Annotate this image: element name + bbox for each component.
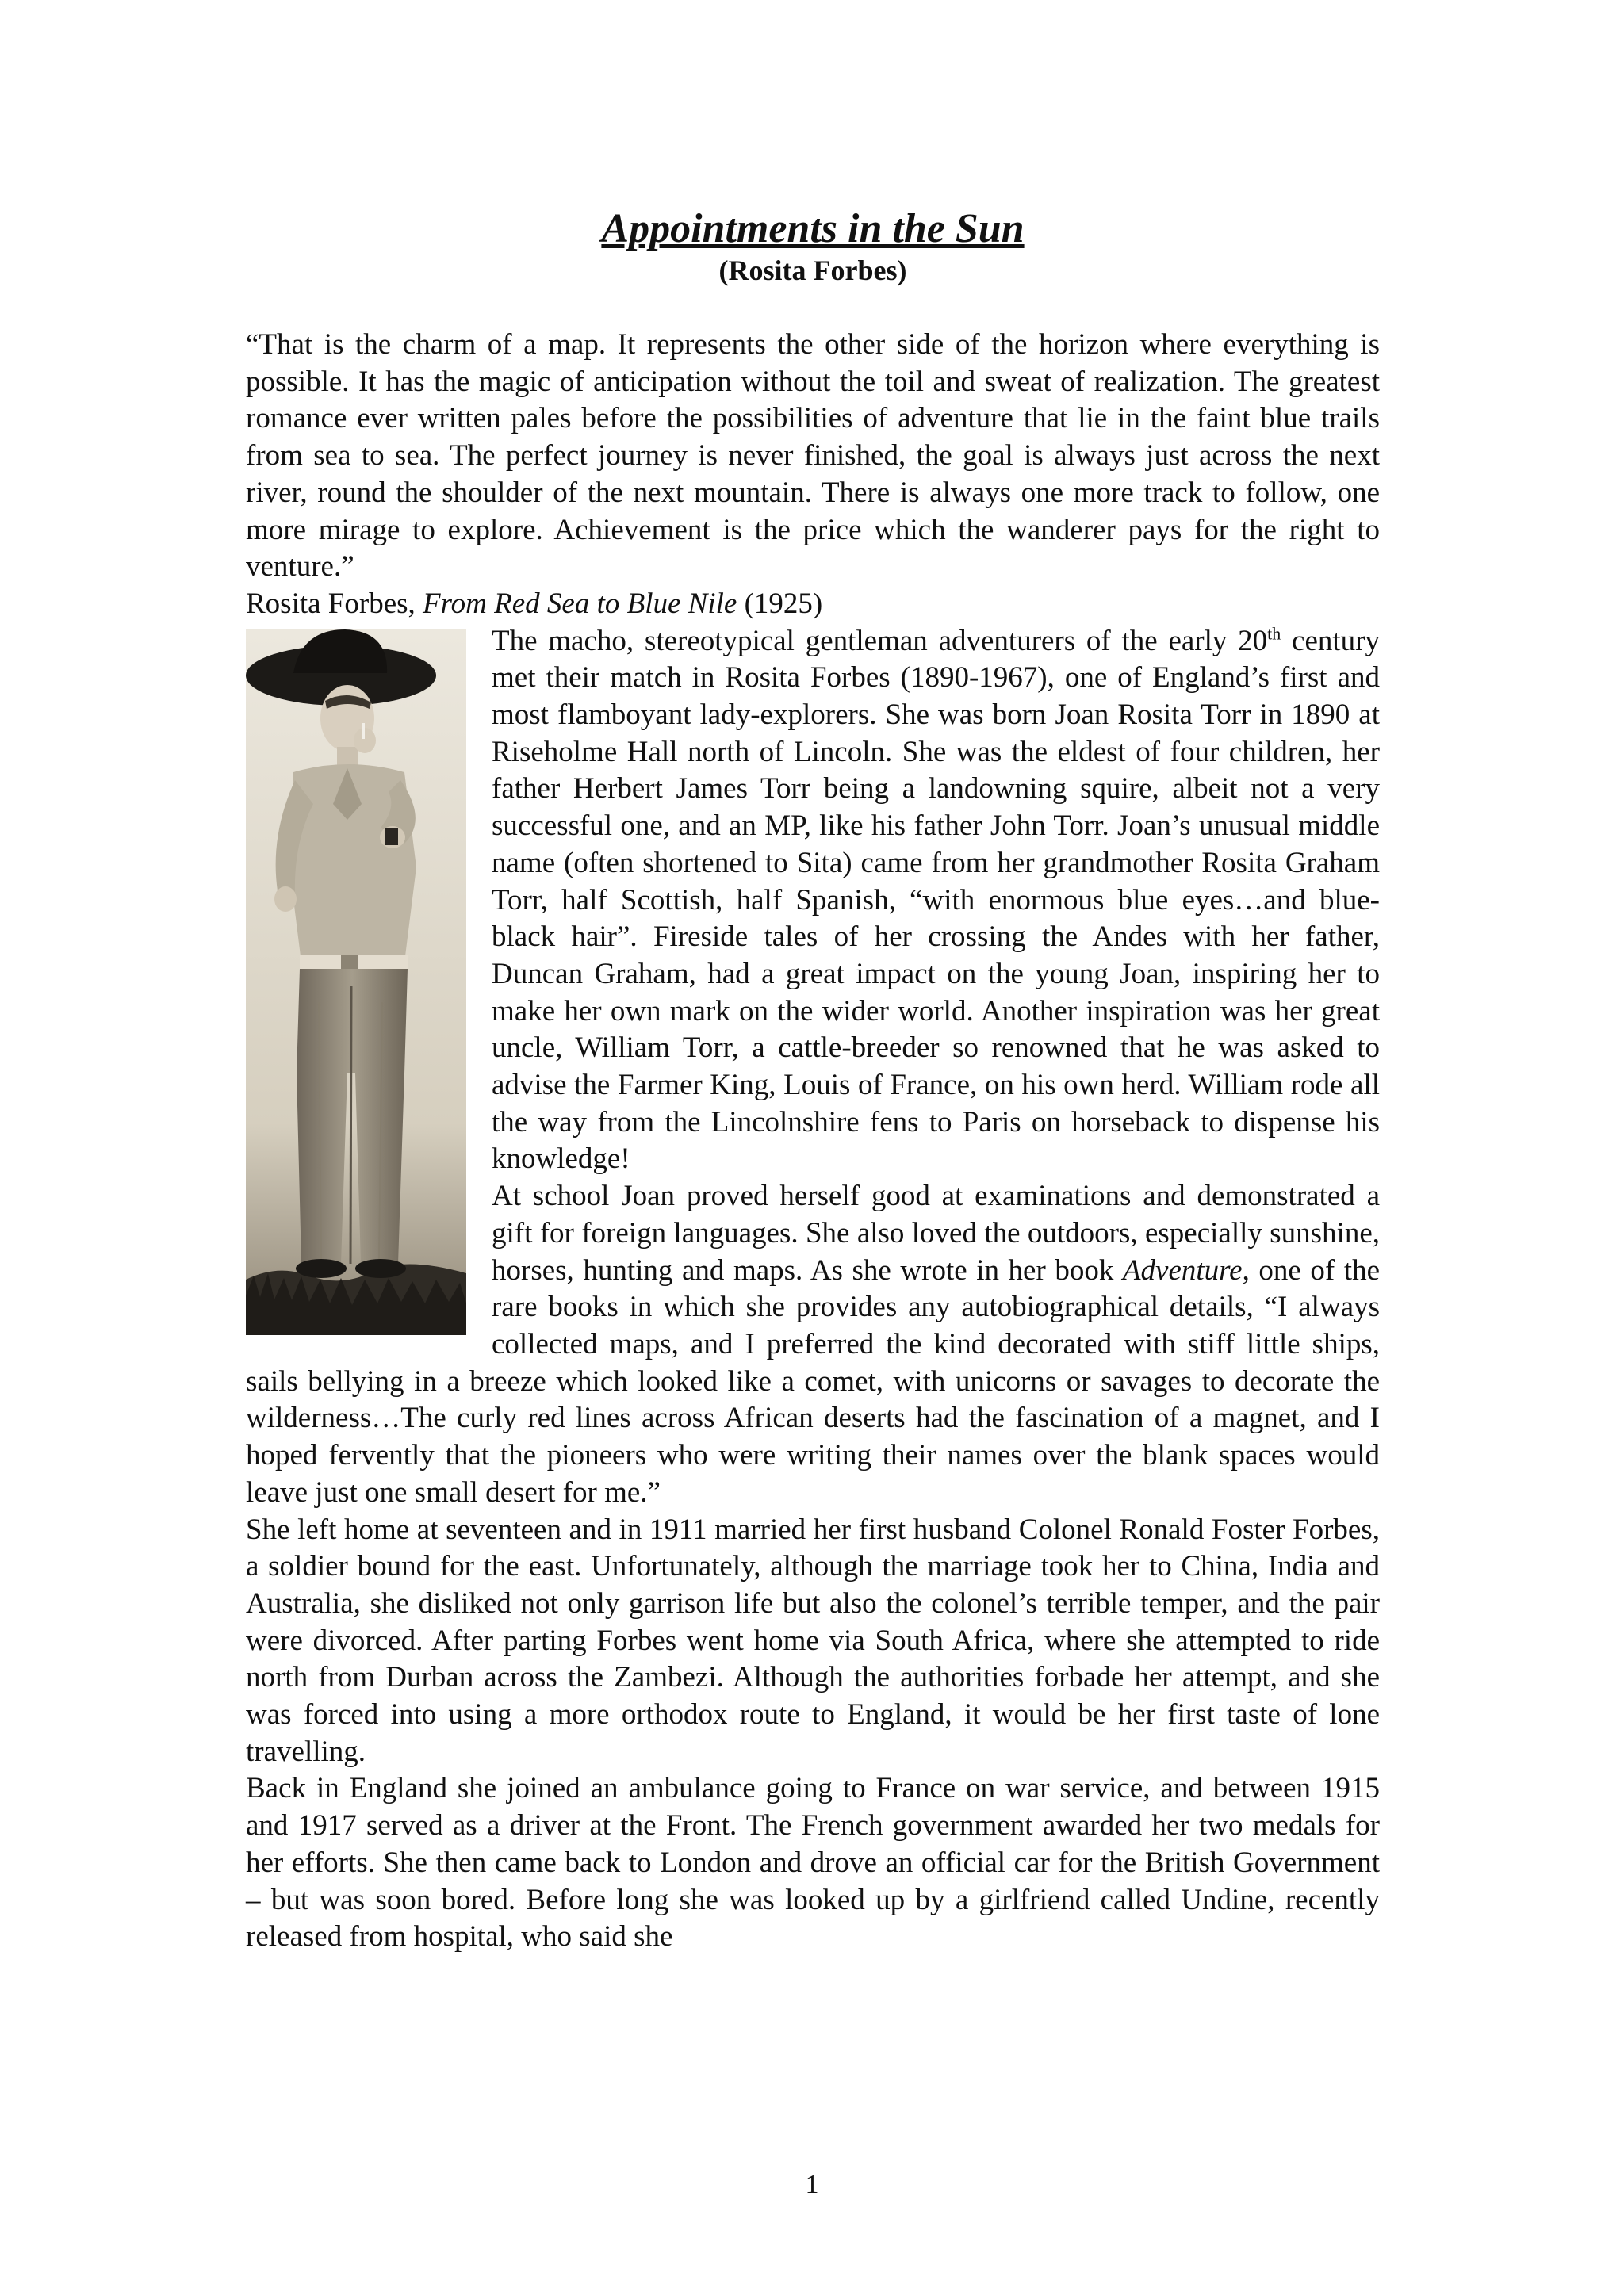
portrait-photo: [246, 629, 466, 1335]
document-title: Appointments in the Sun: [601, 206, 1025, 251]
superscript-th: th: [1267, 623, 1281, 644]
document-page: [246, 190, 1380, 1956]
paragraph-3: She left home at seventeen and in 1911 married her first husband Colonel Ronald Foster Forbes, a soldier bound for the east. Unfortunately, although the marriage took her to China, India and Australia, she disliked not only garrison life but also the colonel’s terrible temper, and the pair were divorced. After parting Forbes went home via South Africa, where she attempted to ride north from Durban across the Zambezi. Although the authorities forbade her attempt, and she was forced into using a more orthodox route to England, it would be her first taste of lone travelling.: [246, 1513, 1380, 1768]
paragraph-2-text-a: At school Joan proved herself good at examinations and demonstrated a gift for foreign languages. She also loved the outdoors, especially sunshine, horses, hunting and maps. As she wrote in her book: [492, 1180, 1380, 1287]
opening-quote: “That is the charm of a map. It represents the other side of the horizon where everything is possible. It has the magic of anticipation without the toil and sweat of realization. The greatest romance ever written pales before the possibilities of adventure that lie in the faint blue trails from sea to sea. The perfect journey is never finished, the goal is always just across the next river, round the shoulder of the next mountain. There is always one more track to follow, one more mirage to explore. Achievement is the price which the wanderer pays for the right to venture.”: [246, 328, 1380, 584]
paragraph-4: Back in England she joined an ambulance going to France on war service, and between 1915 and 1917 served as a driver at the Front. The French government awarded her two medals for her efforts. She then came back to London and drove an official car for the British Government – but was soon bored. Before long she was looked up by a girlfriend called Undine, recently released from hospital, who said she: [246, 1772, 1380, 1954]
attribution-year: (1925): [737, 587, 823, 620]
paragraph-1-text-a: The macho, stereotypical gentleman adventurers of the early 20: [492, 624, 1268, 657]
portrait-illustration: [246, 629, 466, 1335]
paragraph-1-text-b: century met their match in Rosita Forbes (1890-1967), one of England’s first and most flamboyant lady-explorers. She was born Joan Rosita Torr in 1890 at Riseholme Hall north of Lincoln. She was the eldest of four children, her father Herbert James Torr being a landowning squire, albeit not a very successful one, and an MP, like his father John Torr. Joan’s unusual middle name (often shortened to Sita) came from her grandmother Rosita Graham Torr, half Scottish, half Spanish, “with enormous blue eyes…and blue-black hair”. Fireside tales of her crossing the Andes with her father, Duncan Graham, had a great impact on the young Joan, inspiring her to make her own mark on the wider world. Another inspiration was her great uncle, William Torr, a cattle-breeder so renowned that he was asked to advise the Farmer King, Louis of France, on his own herd. William rode all the way from the Lincolnshire fens to Paris on horseback to dispense his knowledge!: [492, 624, 1381, 1176]
paragraph-2-book-title: Adventure: [1122, 1253, 1243, 1287]
document-subtitle: (Rosita Forbes): [718, 254, 907, 286]
attribution-book-title: From Red Sea to Blue Nile: [423, 587, 737, 620]
paragraph-2-text-b: , one of the rare books in which she provides any autobiographical details, “I always collected maps, and I preferred the kind decorated with stiff little ships, sails bellying in a breeze which looked like a comet, with unicorns or savages to decorate the wilderness…The curly red lines across African deserts had the fascination of a magnet, and I hoped fervently that the pioneers who were writing their names over the blank spaces would leave just one small desert for me.”: [246, 1253, 1380, 1509]
quote-attribution: [246, 586, 1380, 623]
attribution-author: Rosita Forbes,: [246, 587, 423, 620]
page-number: 1: [805, 2170, 819, 2199]
